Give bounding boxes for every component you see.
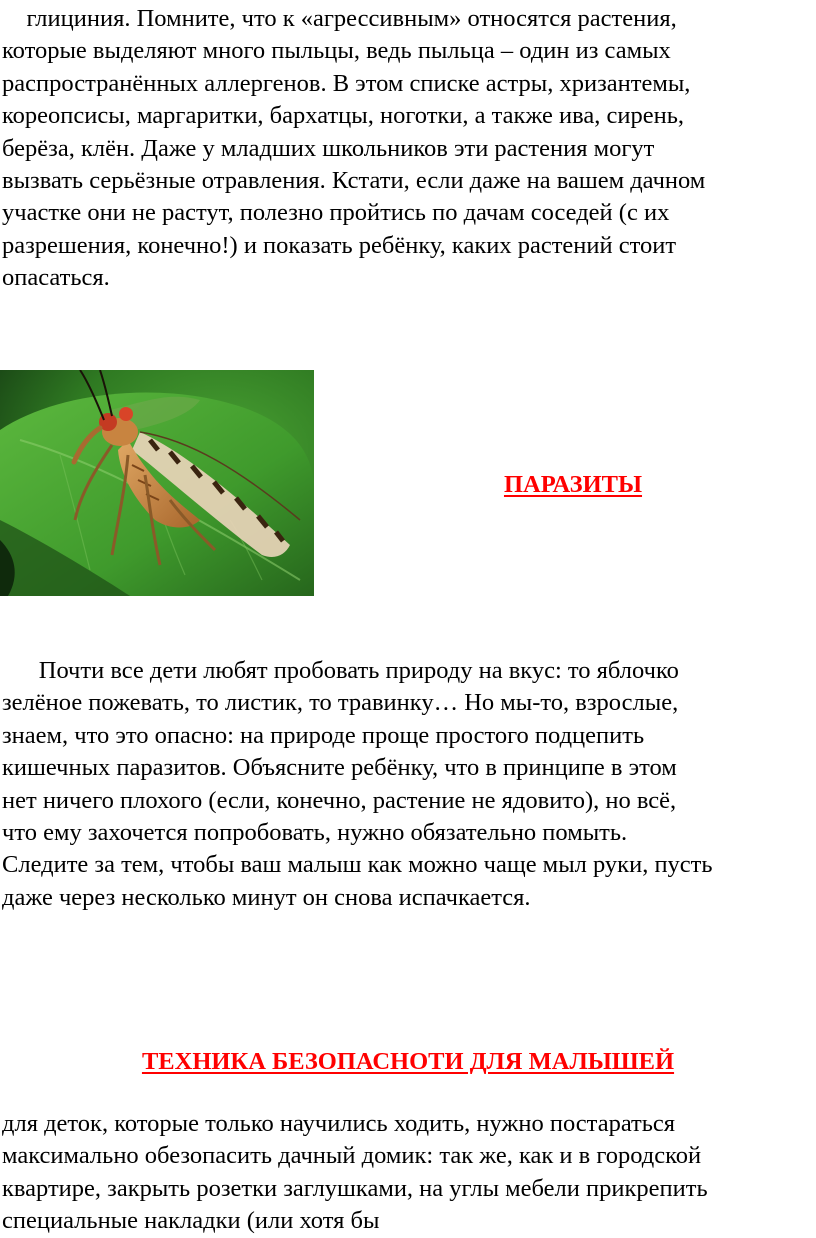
- text-line: разрешения, конечно!) и показать ребёнку, каких растений стоит: [2, 231, 677, 259]
- text-line: зелёное пожевать, то листик, то травинку… Но мы-то, взрослые,: [2, 689, 679, 717]
- text-line: знаем, что это опасно: на природе проще простого подцепить: [2, 721, 645, 749]
- text-line: Почти все дети любят пробовать природу на вкус: то яблочко: [2, 657, 679, 684]
- text-line: распространённых аллергенов. В этом списке астры, хризантемы,: [2, 69, 691, 97]
- text-line: кишечных паразитов. Объясните ребёнку, что в принципе в этом: [2, 754, 677, 782]
- text-line: максимально обезопасить дачный домик: так же, как и в городской: [2, 1142, 702, 1170]
- text-line: кореопсисы, маргаритки, бархатцы, ноготки, а также ива, сирень,: [2, 102, 685, 130]
- text-line: нет ничего плохого (если, конечно, растение не ядовито), но всё,: [2, 786, 677, 814]
- heading-parasites: ПАРАЗИТЫ: [503, 471, 643, 498]
- text-line: берёза, клён. Даже у младших школьников эти растения могут: [2, 134, 655, 162]
- text-line: участке они не растут, полезно пройтись по дачам соседей (с их: [2, 199, 670, 227]
- text-line: которые выделяют много пыльцы, ведь пыльца – один из самых: [2, 37, 671, 65]
- paragraph-allergens: [2, 3, 814, 295]
- text-line: квартире, закрыть розетки заглушками, на углы мебели прикрепить: [2, 1174, 708, 1202]
- text-line: для деток, которые только научились ходить, нужно постараться: [2, 1110, 676, 1137]
- insect-on-leaf-icon: [0, 370, 314, 596]
- heading-safety: ТЕХНИКА БЕЗОПАСНОТИ ДЛЯ МАЛЫШЕЙ: [141, 1048, 675, 1075]
- insect-photo: [0, 370, 314, 596]
- text-line: Следите за тем, чтобы ваш малыш как можно чаще мыл руки, пусть: [2, 851, 713, 879]
- paragraph-parasites: [2, 655, 814, 914]
- text-line: опасаться.: [2, 264, 110, 292]
- text-line: что ему захочется попробовать, нужно обязательно помыть.: [2, 819, 628, 847]
- text-line: вызвать серьёзные отравления. Кстати, если даже на вашем дачном: [2, 167, 706, 195]
- paragraph-safety: [2, 1108, 814, 1238]
- text-line: глициния. Помните, что к «агрессивным» относятся растения,: [2, 5, 677, 32]
- text-line: даже через несколько минут он снова испачкается.: [2, 883, 531, 911]
- text-line: специальные накладки (или хотя бы: [2, 1207, 380, 1235]
